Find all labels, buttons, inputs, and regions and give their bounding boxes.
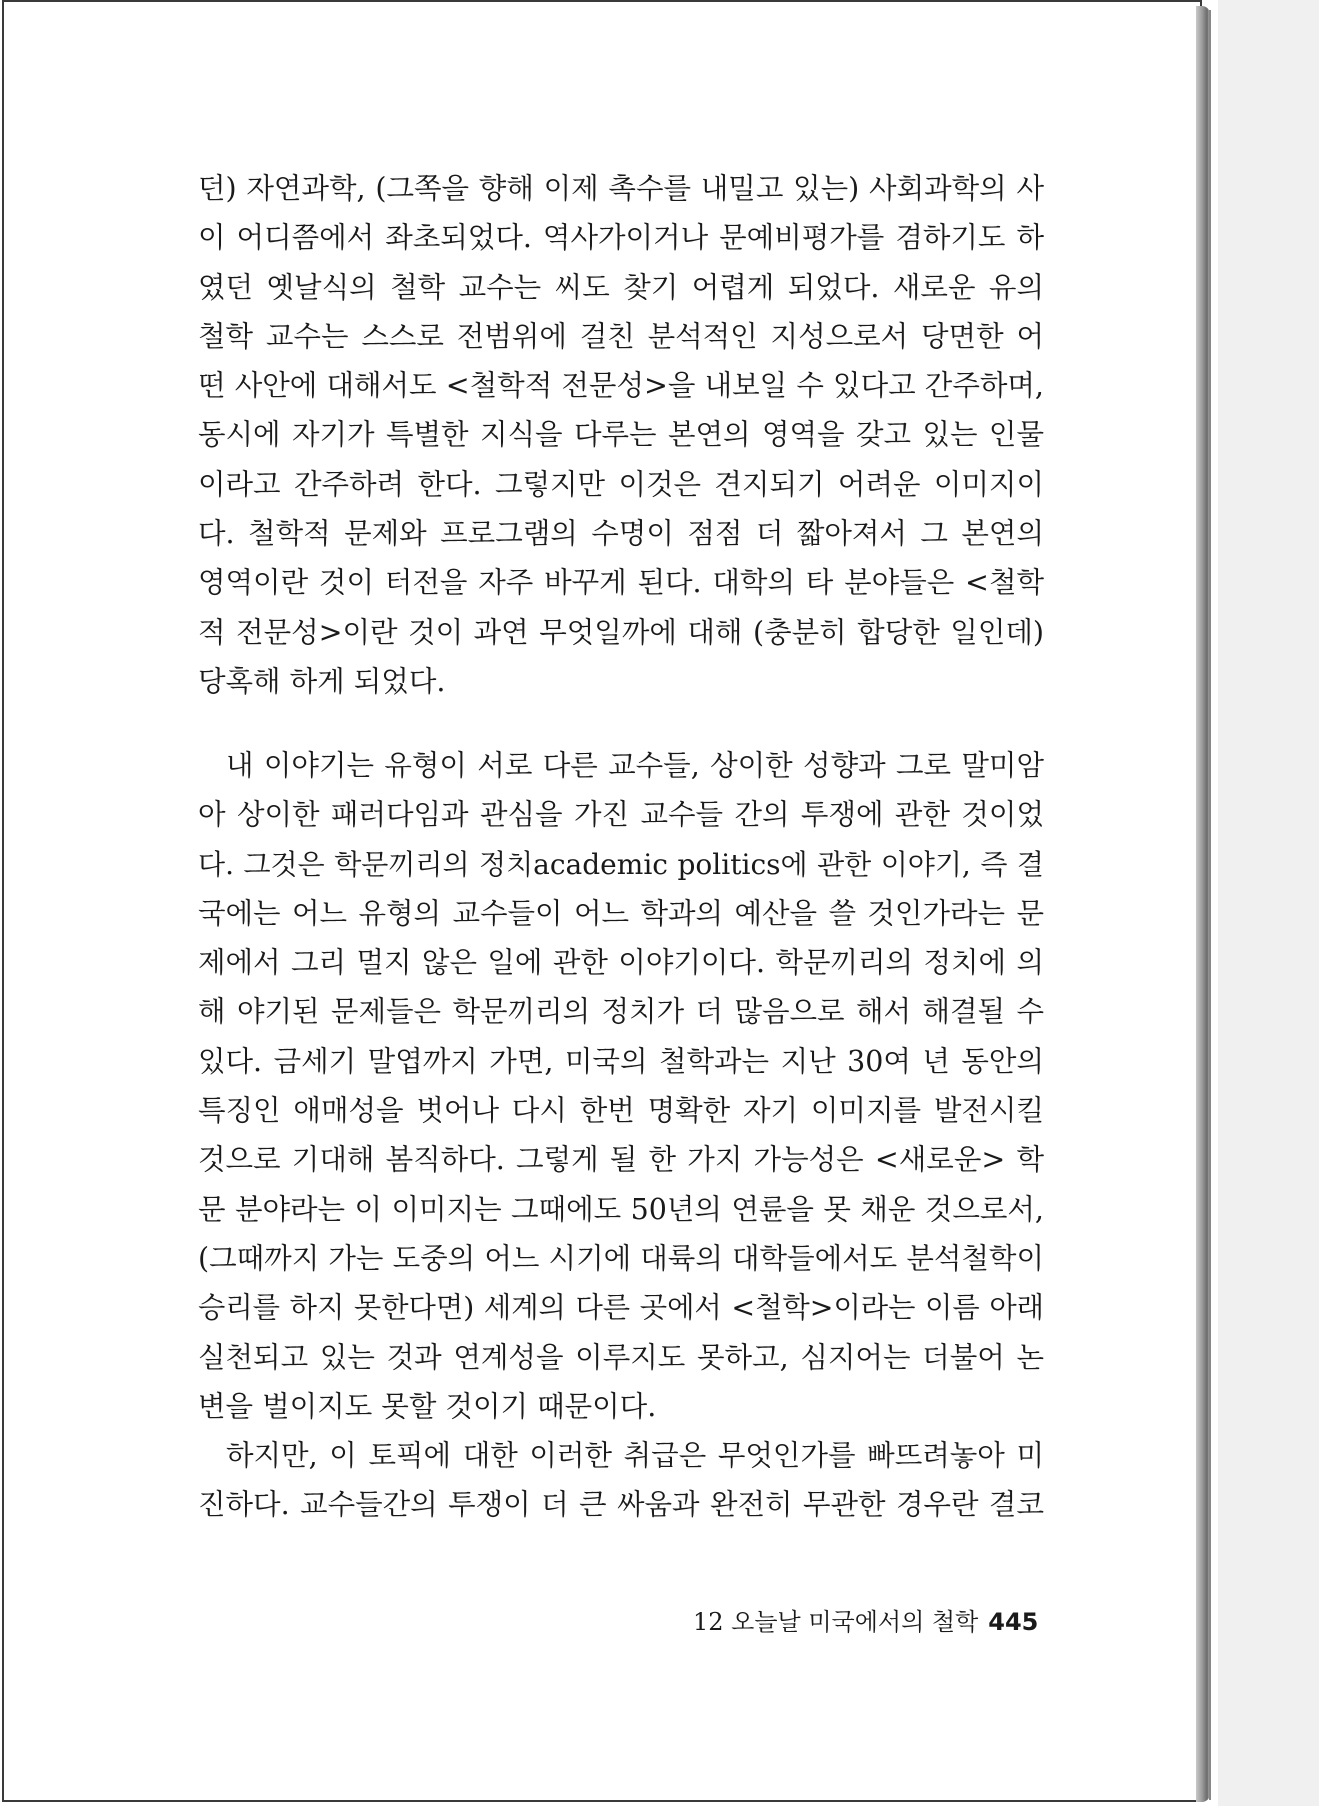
- text-line: 다. 철학적 문제와 프로그램의 수명이 점점 더 짧아져서 그 본연의: [198, 517, 1044, 551]
- page-edge: [1196, 6, 1210, 1802]
- page-footer: [693, 1602, 1039, 1637]
- text-line: 떤 사안에 대해서도 <철학적 전문성>을 내보일 수 있다고 간주하며,: [198, 369, 1044, 403]
- text-line: 제에서 그리 멀지 않은 일에 관한 이야기이다. 학문끼리의 정치에 의: [198, 946, 1044, 980]
- text-line: 아 상이한 패러다임과 관심을 가진 교수들 간의 투쟁에 관한 것이었: [198, 798, 1044, 832]
- text-line: 문 분야라는 이 이미지는 그때에도 50년의 연륜을 못 채운 것으로서,: [198, 1192, 1044, 1226]
- text-line: 특징인 애매성을 벗어나 다시 한번 명확한 자기 이미지를 발전시킬: [198, 1094, 1044, 1128]
- page-edge-line: [1209, 10, 1211, 1800]
- text-line: 내 이야기는 유형이 서로 다른 교수들, 상이한 성향과 그로 말미암: [226, 749, 1044, 782]
- page-number: 445: [988, 1608, 1039, 1636]
- text-line: 영역이란 것이 터전을 자주 바꾸게 된다. 대학의 타 분야들은 <철학: [198, 566, 1044, 600]
- text-line: 당혹해 하게 되었다.: [198, 664, 446, 698]
- text-line: 던) 자연과학, (그쪽을 향해 이제 촉수를 내밀고 있는) 사회과학의 사: [198, 172, 1044, 205]
- text-line: 이라고 간주하려 한다. 그렇지만 이것은 견지되기 어려운 이미지이: [198, 467, 1044, 501]
- background-band: [1218, 0, 1319, 1806]
- text-line: 하지만, 이 토픽에 대한 이러한 취급은 무엇인가를 빠뜨려놓아 미: [226, 1439, 1044, 1473]
- text-line: 실천되고 있는 것과 연계성을 이루지도 못하고, 심지어는 더불어 논: [198, 1340, 1044, 1374]
- text-line: 있다. 금세기 말엽까지 가면, 미국의 철학과는 지난 30여 년 동안의: [198, 1044, 1044, 1078]
- text-line: 국에는 어느 유형의 교수들이 어느 학과의 예산을 쓸 것인가라는 문: [198, 896, 1044, 930]
- text-line: 변을 벌이지도 못할 것이기 때문이다.: [198, 1389, 657, 1423]
- text-line: 것으로 기대해 봄직하다. 그렇게 될 한 가지 가능성은 <새로운> 학: [198, 1143, 1044, 1177]
- text-line: 였던 옛날식의 철학 교수는 씨도 찾기 어렵게 되었다. 새로운 유의: [198, 270, 1044, 304]
- text-line: 해 야기된 문제들은 학문끼리의 정치가 더 많음으로 해서 해결될 수: [198, 995, 1044, 1029]
- text-line: 승리를 하지 못한다면) 세계의 다른 곳에서 <철학>이라는 이름 아래: [198, 1291, 1044, 1325]
- paragraph-main: [198, 741, 1044, 1530]
- text-line: (그때까지 가는 도중의 어느 시기에 대륙의 대학들에서도 분석철학이: [198, 1241, 1044, 1275]
- text-line: 진하다. 교수들간의 투쟁이 더 큰 싸움과 완전히 무관한 경우란 결코: [198, 1488, 1044, 1522]
- text-line: 다. 그것은 학문끼리의 정치academic politics에 관한 이야기, 즉 결: [198, 847, 1044, 881]
- text-line: 이 어디쯤에서 좌초되었다. 역사가이거나 문예비평가를 겸하기도 하: [198, 221, 1044, 255]
- text-line: 철학 교수는 스스로 전범위에 걸친 분석적인 지성으로서 당면한 어: [198, 319, 1044, 353]
- running-title: 12 오늘날 미국에서의 철학: [693, 1608, 979, 1636]
- text-line: 동시에 자기가 특별한 지식을 다루는 본연의 영역을 갖고 있는 인물: [198, 418, 1044, 452]
- paragraph-continued: [198, 164, 1044, 706]
- text-line: 적 전문성>이란 것이 과연 무엇일까에 대해 (충분히 합당한 일인데): [198, 615, 1044, 649]
